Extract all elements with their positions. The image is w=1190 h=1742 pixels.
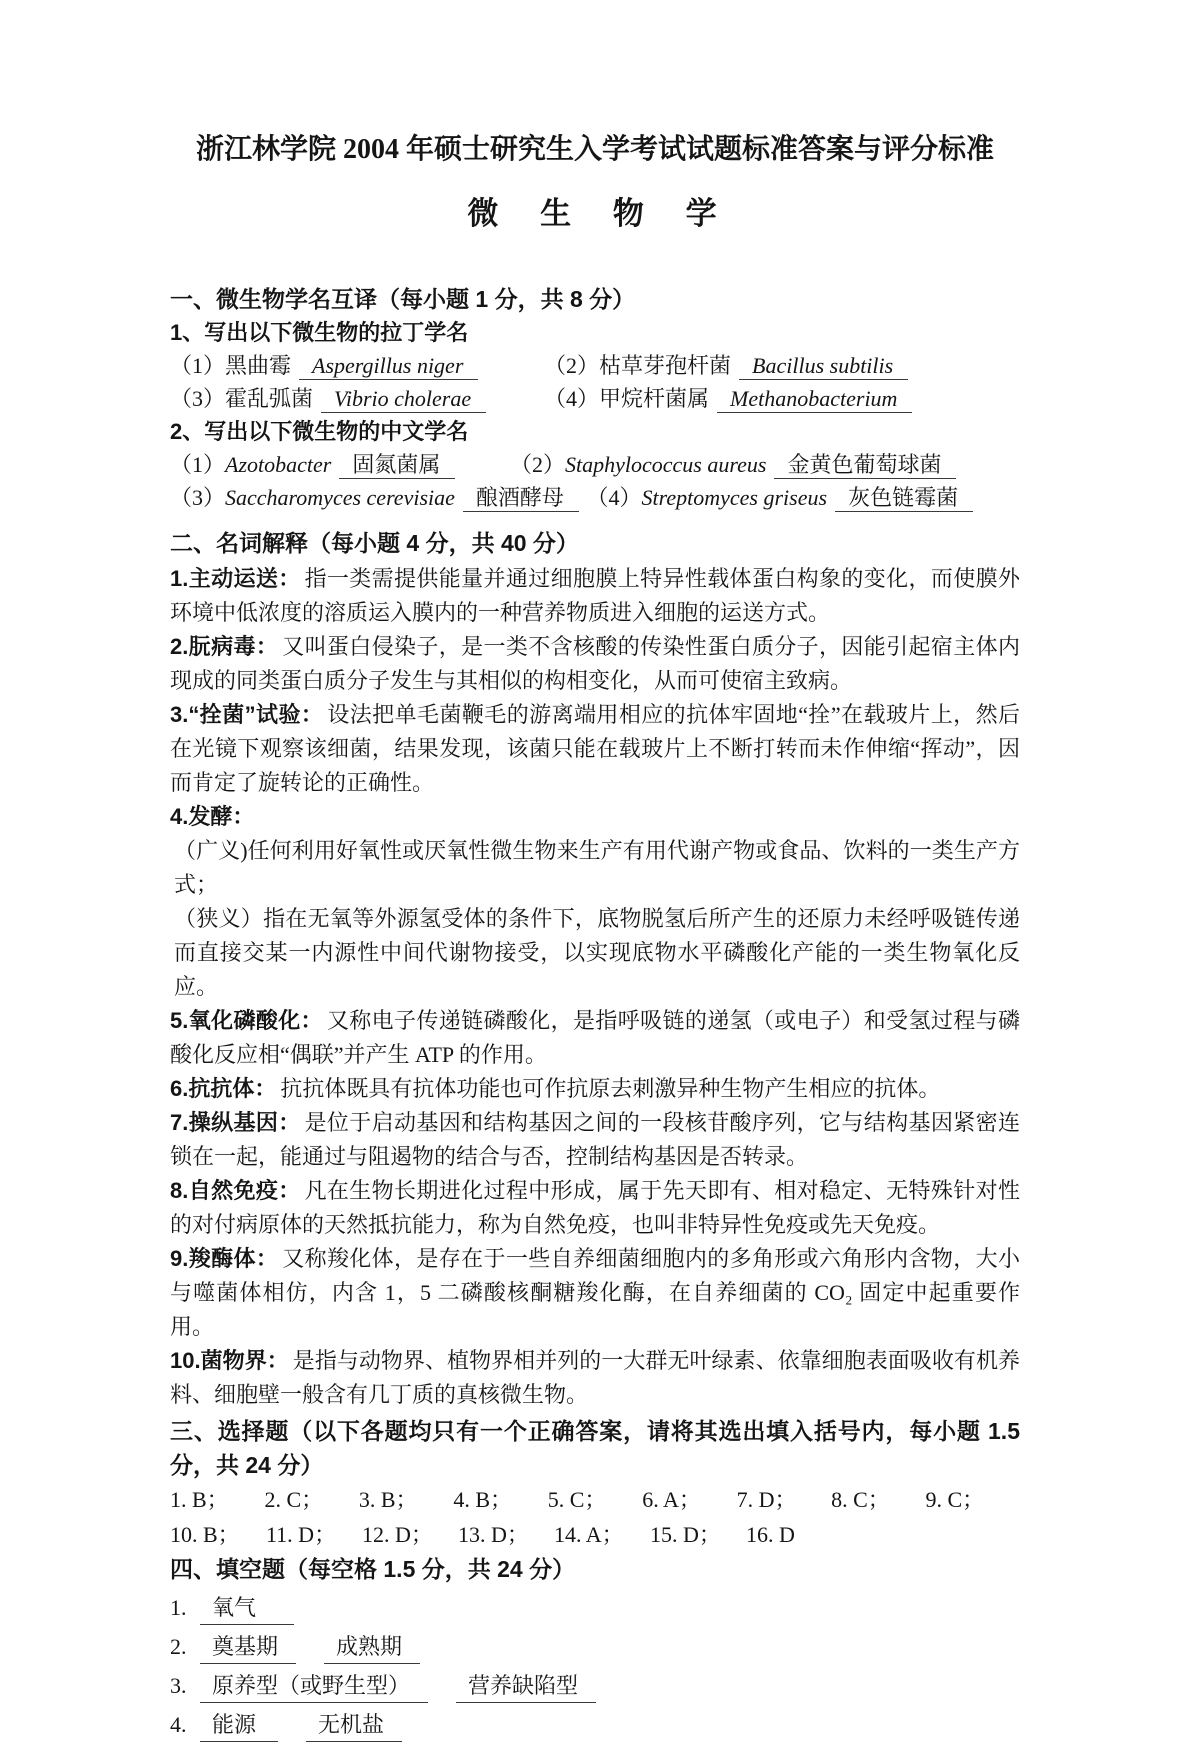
definition-text: 凡在生物长期进化过程中形成，属于先天即有、相对稳定、无特殊针对性的对付病原体的天然抵抗能力，称为自然免疫，也叫非特异性免疫或先天免疫。: [170, 1178, 1020, 1237]
term-answer-pair: [170, 481, 587, 514]
definition-item: [170, 1242, 1020, 1344]
fill-blank-item: [170, 1710, 1020, 1742]
definition-text: 又叫蛋白侵染子，是一类不含核酸的传染性蛋白质分子，因能引起宿主体内现成的同类蛋白质分子发生与其相似的构相变化，从而可使宿主致病。: [170, 634, 1020, 693]
choice-answers-row-2: [170, 1517, 1020, 1552]
choice-answer: 3. B；: [358, 1487, 418, 1512]
latin-names-row-1: [170, 349, 1020, 382]
answer-underlined: 固氮菌属: [339, 452, 455, 479]
term-answer-pair: [587, 481, 974, 514]
item-number: （3）: [170, 386, 226, 411]
choice-answer: 7. D；: [736, 1487, 797, 1512]
document-subject: 微 生 物 学: [467, 196, 723, 231]
section1-heading: 一、微生物学名互译（每小题 1 分，共 8 分）: [170, 286, 636, 312]
term-answer-pair: [544, 349, 908, 382]
blank-answer: 能源: [200, 1710, 278, 1742]
fill-blank-item: [170, 1593, 1020, 1625]
definitions-list: [170, 562, 1020, 1412]
chinese-names-row-1: [170, 448, 1020, 481]
latin-names-row-2: [170, 382, 1020, 415]
item-number: 4.: [170, 1712, 187, 1737]
term-chinese: 霍乱弧菌: [225, 386, 314, 411]
definition-item: [170, 902, 1020, 1004]
answer-underlined: Aspergillus niger: [299, 353, 478, 380]
definition-text: 抗抗体既具有抗体功能也可作抗原去刺激异种生物产生相应的抗体。: [280, 1076, 941, 1101]
term-answer-pair: [510, 448, 956, 481]
choice-answer: 14. A；: [554, 1522, 624, 1547]
term-answer-pair: [170, 349, 544, 382]
definition-item: [170, 562, 1020, 630]
choice-answer: 4. B；: [453, 1487, 512, 1512]
choice-answer: 10. B；: [170, 1522, 240, 1547]
answer-underlined: Bacillus subtilis: [739, 353, 908, 380]
definition-term: 8.自然免疫：: [170, 1178, 301, 1203]
blank-answer: 氧气: [200, 1593, 294, 1625]
answer-underlined: 金黄色葡萄球菌: [774, 452, 956, 479]
answer-underlined: Vibrio cholerae: [321, 386, 486, 413]
definition-term: 10.菌物界：: [170, 1348, 289, 1373]
definition-item: [170, 1106, 1020, 1174]
definition-term: 9.羧酶体：: [170, 1246, 279, 1271]
definition-term: 4.发酵：: [170, 804, 255, 829]
blank-answer: 成熟期: [324, 1632, 420, 1664]
definition-term: 3.“拴菌”试验：: [170, 702, 324, 727]
choice-answer: 9. C；: [925, 1487, 985, 1512]
choice-answer: 1. B；: [170, 1487, 229, 1512]
definition-item: [170, 698, 1020, 800]
item-number: 3.: [170, 1673, 187, 1698]
document-title: 浙江林学院 2004 年硕士研究生入学考试试题标准答案与评分标准: [195, 134, 994, 165]
definition-text: 又称羧化体，是存在于一些自养细菌细胞内的多角形或六角形内含物，大小与噬菌体相仿，内含 1，5 二磷酸核酮糖羧化酶，在自养细菌的 CO₂ 固定中起重要作用。: [170, 1246, 1020, 1339]
item-number: （2）: [510, 452, 566, 477]
choice-answers-row-1: [170, 1482, 1020, 1517]
choice-answer: 5. C；: [547, 1487, 607, 1512]
term-answer-pair: [170, 382, 544, 415]
answer-underlined: 酿酒酵母: [463, 485, 579, 512]
answer-underlined: Methanobacterium: [717, 386, 912, 413]
definition-item: [170, 1344, 1020, 1412]
blank-answer: 奠基期: [200, 1632, 296, 1664]
section1-group1-heading: 1、写出以下微生物的拉丁学名: [170, 320, 469, 345]
definition-item: [170, 834, 1020, 902]
section4-heading: 四、填空题（每空格 1.5 分，共 24 分）: [170, 1556, 576, 1582]
choice-answer: 13. D；: [458, 1522, 529, 1547]
term-chinese: 枯草芽孢杆菌: [599, 353, 732, 378]
definition-item: [170, 1072, 1020, 1106]
choice-answer: 16. D: [746, 1522, 795, 1547]
choice-answer: 6. A；: [642, 1487, 701, 1512]
definition-term: 7.操纵基因：: [170, 1110, 301, 1135]
section1-group2-heading: 2、写出以下微生物的中文学名: [170, 419, 469, 444]
fill-blank-item: [170, 1671, 1020, 1703]
choice-answer: 11. D；: [266, 1522, 337, 1547]
choice-answer: 12. D；: [362, 1522, 433, 1547]
chinese-names-row-2: [170, 481, 1020, 514]
item-number: （4）: [586, 485, 642, 510]
choice-answer: 15. D；: [650, 1522, 721, 1547]
item-number: （4）: [544, 386, 600, 411]
definition-term: 1.主动运送：: [170, 566, 301, 591]
term-chinese: 黑曲霉: [225, 353, 292, 378]
choice-answer: 8. C；: [831, 1487, 890, 1512]
definition-item: [170, 1004, 1020, 1072]
definition-text: 设法把单毛菌鞭毛的游离端用相应的抗体牢固地“拴”在载玻片上，然后在光镜下观察该细菌，结果发现，该菌只能在载玻片上不断打转而未作伸缩“挥动”，因而肯定了旋转论的正确性。: [170, 702, 1020, 795]
item-number: （2）: [544, 353, 600, 378]
term-chinese: 甲烷杆菌属: [599, 386, 710, 411]
item-number: （1）: [170, 353, 226, 378]
term-latin: Streptomyces griseus: [641, 485, 828, 510]
definition-text: 又称电子传递链磷酸化，是指呼吸链的递氢（或电子）和受氢过程与磷酸化反应相“偶联”并产生 ATP 的作用。: [170, 1008, 1020, 1067]
answer-underlined: 灰色链霉菌: [835, 485, 973, 512]
choice-answer: 2. C；: [264, 1487, 324, 1512]
definition-text: （广义)任何利用好氧性或厌氧性微生物来生产有用代谢产物或食品、饮料的一类生产方式；: [174, 838, 1020, 897]
definition-term: 5.氧化磷酸化：: [170, 1008, 323, 1033]
definition-item: [170, 800, 1020, 834]
item-number: （1）: [170, 452, 226, 477]
section3-heading: 三、选择题（以下各题均只有一个正确答案，请将其选出填入括号内，每小题 1.5 分，共 24 分）: [170, 1418, 1020, 1478]
definition-term: 2.朊病毒：: [170, 634, 279, 659]
definition-text: 指一类需提供能量并通过细胞膜上特异性载体蛋白构象的变化，而使膜外环境中低浓度的溶质运入膜内的一种营养物质进入细胞的运送方式。: [170, 566, 1020, 625]
definition-item: [170, 1174, 1020, 1242]
blank-answer: 无机盐: [306, 1710, 402, 1742]
blank-answer: 营养缺陷型: [456, 1671, 596, 1703]
term-answer-pair: [544, 382, 912, 415]
term-latin: Saccharomyces cerevisiae: [225, 485, 455, 510]
blank-answer: 原养型（或野生型）: [200, 1671, 428, 1703]
fill-blank-item: [170, 1632, 1020, 1664]
item-number: 1.: [170, 1595, 187, 1620]
term-latin: Staphylococcus aureus: [565, 452, 767, 477]
item-number: （3）: [170, 485, 226, 510]
item-number: 2.: [170, 1634, 187, 1659]
term-answer-pair: [170, 448, 510, 481]
section2-heading: 二、名词解释（每小题 4 分，共 40 分）: [170, 530, 579, 556]
term-latin: Azotobacter: [225, 452, 332, 477]
definition-term: 6.抗抗体：: [170, 1076, 277, 1101]
definition-item: [170, 630, 1020, 698]
definition-text: （狭义）指在无氧等外源氢受体的条件下，底物脱氢后所产生的还原力未经呼吸链传递而直接交某一内源性中间代谢物接受，以实现底物水平磷酸化产能的一类生物氧化反应。: [174, 906, 1020, 999]
definition-text: 是位于启动基因和结构基因之间的一段核苷酸序列，它与结构基因紧密连锁在一起，能通过与阻遏物的结合与否，控制结构基因是否转录。: [170, 1110, 1020, 1169]
definition-text: 是指与动物界、植物界相并列的一大群无叶绿素、依靠细胞表面吸收有机养料、细胞壁一般含有几丁质的真核微生物。: [170, 1348, 1020, 1407]
